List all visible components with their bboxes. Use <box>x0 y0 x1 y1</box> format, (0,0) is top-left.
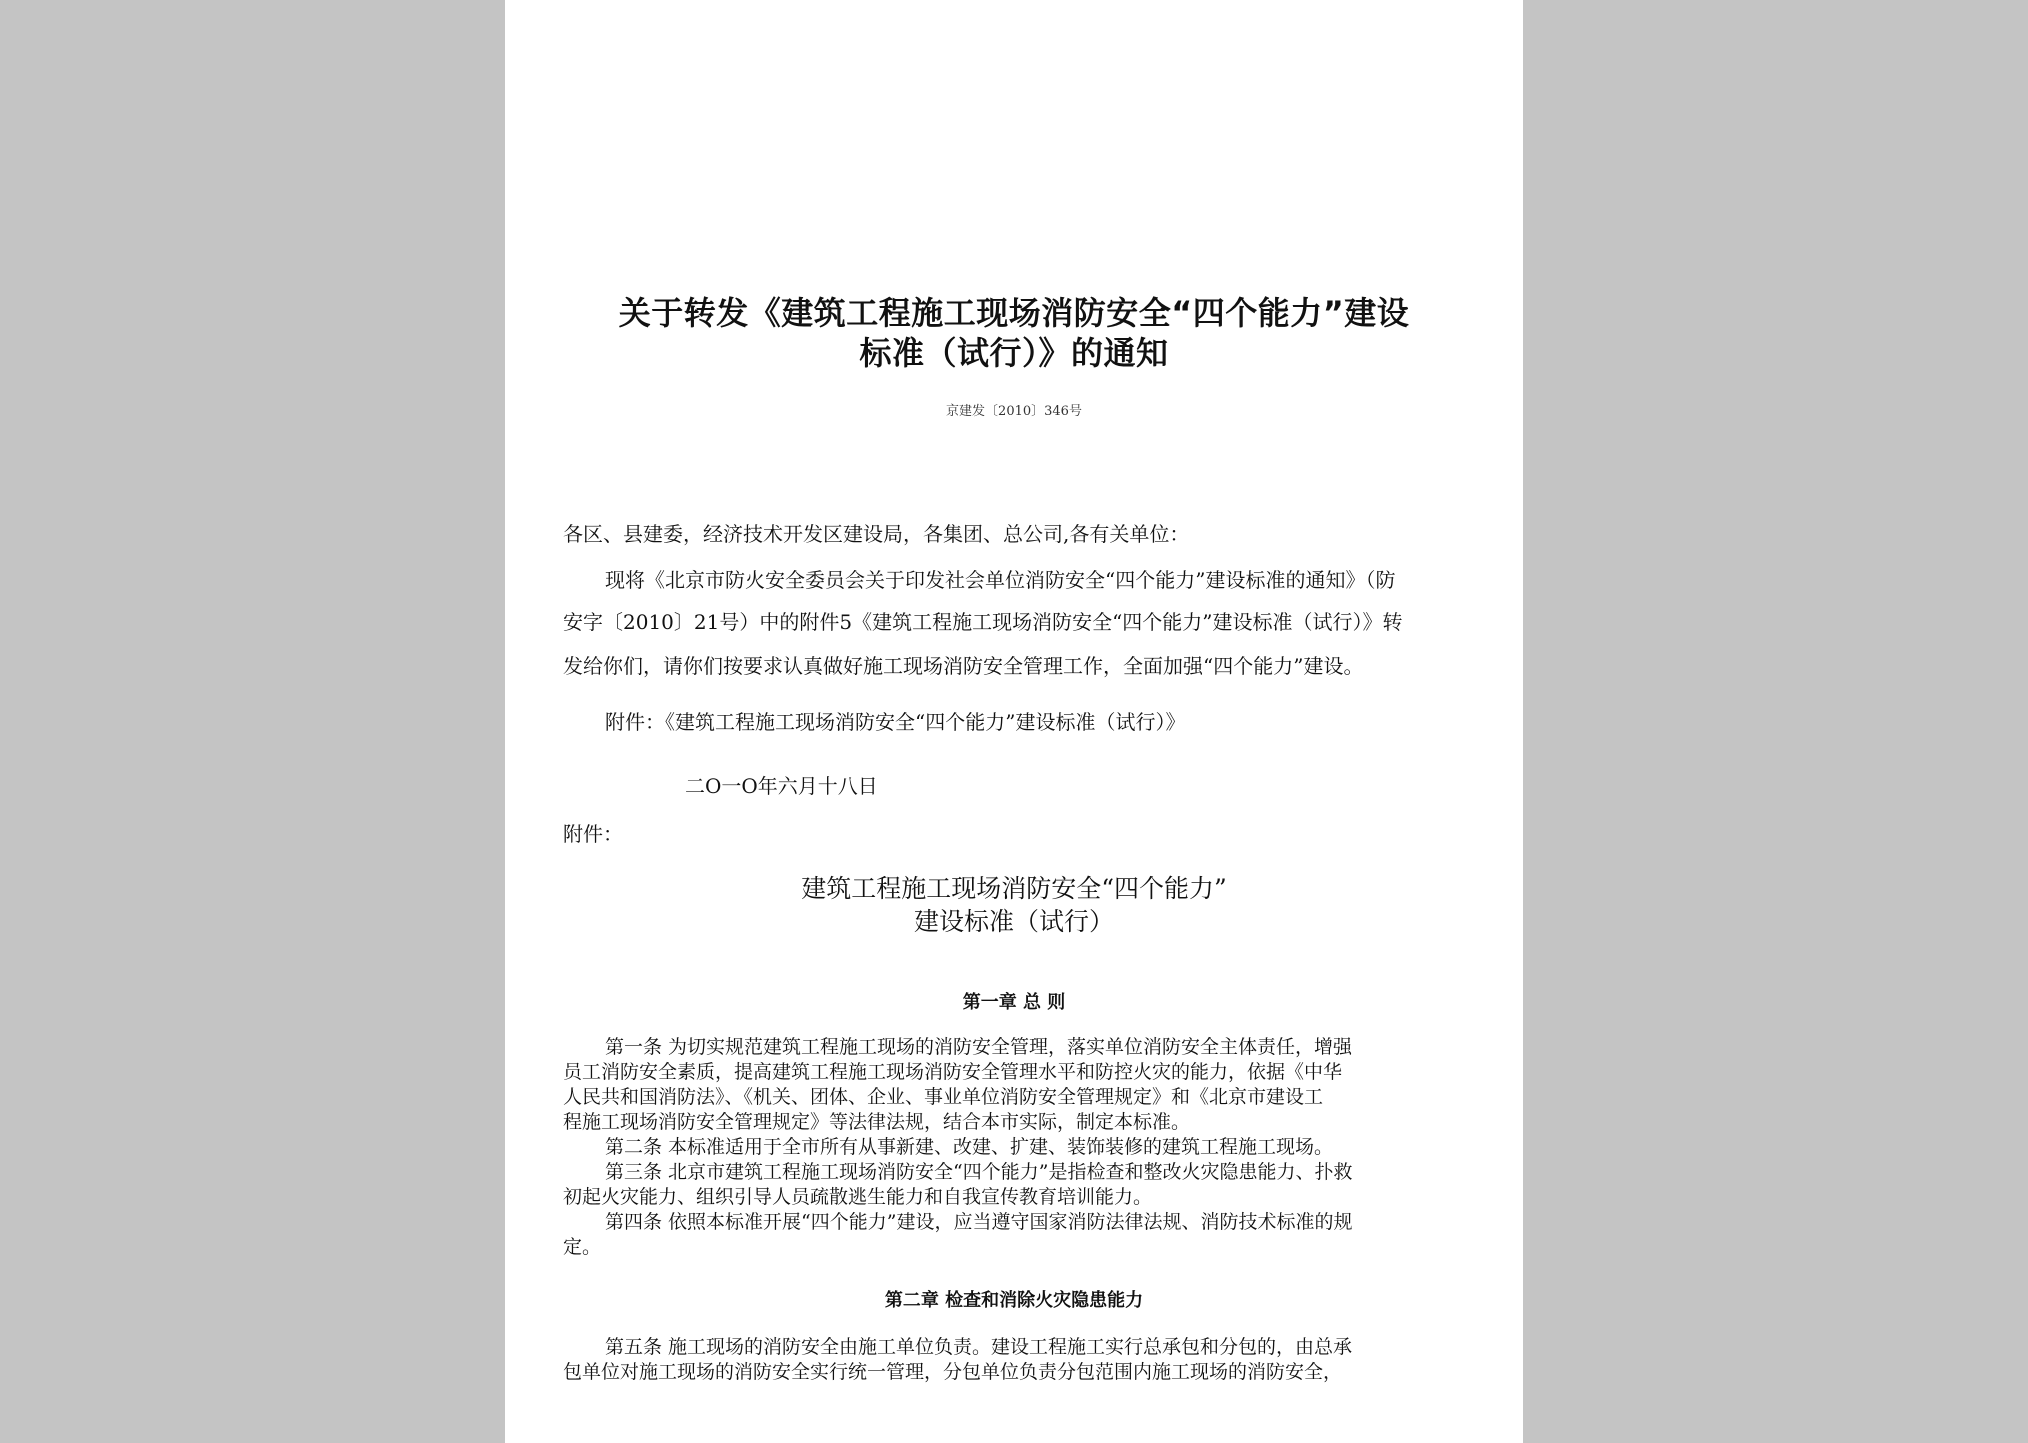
salutation: 各区、县建委，经济技术开发区建设局，各集团、总公司,各有关单位： <box>563 522 1190 546</box>
chapter-1-heading: 第一章 总 则 <box>962 992 1066 1013</box>
document-number: 京建发〔2010〕346号 <box>946 404 1082 419</box>
standard-text-line: 初起火灾能力、组织引导人员疏散逃生能力和自我宣传教育培训能力。 <box>563 1186 1153 1208</box>
chapter-2-heading: 第二章 检查和消除火灾隐患能力 <box>884 1290 1144 1311</box>
notice-title-line-2: 标准（试行）》的通知 <box>859 334 1169 372</box>
standard-text-line: 第二条 本标准适用于全市所有从事新建、改建、扩建、装饰装修的建筑工程施工现场。 <box>605 1136 1334 1158</box>
standard-text-line: 第一条 为切实规范建筑工程施工现场的消防安全管理，落实单位消防安全主体责任，增强 <box>605 1036 1353 1058</box>
standard-text-line: 第五条 施工现场的消防安全由施工单位负责。建设工程施工实行总承包和分包的，由总承 <box>605 1336 1353 1358</box>
notice-body-line-1: 现将《北京市防火安全委员会关于印发社会单位消防安全“四个能力”建设标准的通知》（防 <box>605 568 1396 592</box>
standard-title-line-1: 建筑工程施工现场消防安全“四个能力” <box>801 874 1227 903</box>
attachment-label: 附件： <box>563 822 623 846</box>
standard-text-line: 程施工现场消防安全管理规定》等法律法规，结合本市实际，制定本标准。 <box>563 1111 1191 1133</box>
attachment-reference: 附件：《建筑工程施工现场消防安全“四个能力”建设标准（试行）》 <box>605 710 1186 734</box>
standard-text-line: 第三条 北京市建筑工程施工现场消防安全“四个能力”是指检查和整改火灾隐患能力、扑救 <box>605 1161 1353 1183</box>
standard-text-line: 包单位对施工现场的消防安全实行统一管理，分包单位负责分包范围内施工现场的消防安全， <box>563 1361 1343 1383</box>
standard-title-line-2: 建设标准（试行） <box>913 907 1114 936</box>
standard-text-line: 定。 <box>563 1236 602 1258</box>
standard-text-line: 人民共和国消防法》、《机关、团体、企业、事业单位消防安全管理规定》和《北京市建设工 <box>563 1086 1324 1108</box>
notice-date: 二O一O年六月十八日 <box>685 774 878 798</box>
notice-title-line-1: 关于转发《建筑工程施工现场消防安全“四个能力”建设 <box>618 294 1410 332</box>
notice-body-line-3: 发给你们，请你们按要求认真做好施工现场消防安全管理工作，全面加强“四个能力”建设。 <box>563 654 1364 678</box>
notice-body-line-2: 安字〔2010〕21号）中的附件5《建筑工程施工现场消防安全“四个能力”建设标准（试行）》转 <box>563 610 1403 634</box>
standard-text-line: 员工消防安全素质，提高建筑工程施工现场消防安全管理水平和防控火灾的能力，依据《中华 <box>563 1061 1343 1083</box>
document-page <box>505 0 1523 1443</box>
standard-text-line: 第四条 依照本标准开展“四个能力”建设，应当遵守国家消防法律法规、消防技术标准的规 <box>605 1211 1353 1233</box>
